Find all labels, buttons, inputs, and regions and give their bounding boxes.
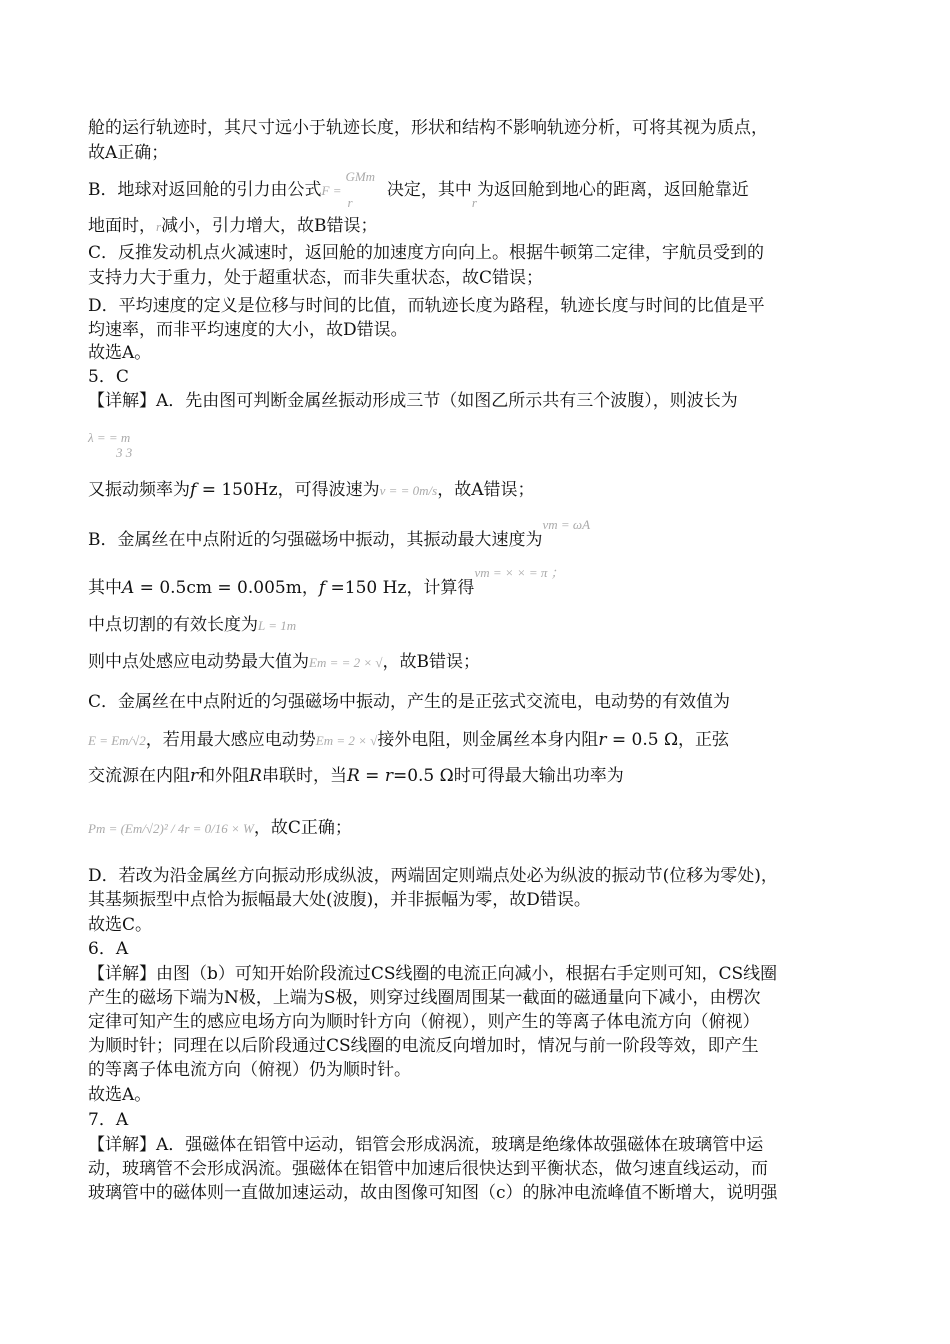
formula: vm = × × = π ； bbox=[474, 565, 564, 580]
text: 和外阻 bbox=[198, 766, 250, 786]
text: =0.5 Ω时可得最大输出功率为 bbox=[392, 766, 624, 786]
text: 串联时，当 bbox=[261, 766, 347, 786]
text: 中点切割的有效长度为 bbox=[88, 615, 258, 635]
question-number: 6．A bbox=[88, 939, 129, 959]
text-line: 【详解】A．先由图可判断金属丝振动形成三节（如图乙所示共有三个波腹），则波长为 bbox=[88, 391, 738, 411]
text: = bbox=[359, 766, 385, 786]
text-line: 动，玻璃管不会形成涡流。强磁体在铝管中加速后很快达到平衡状态，做匀速直线运动，而 bbox=[88, 1159, 768, 1179]
text: = 0.5 Ω，正弦 bbox=[606, 730, 730, 750]
formula: L = 1m bbox=[258, 618, 297, 633]
text-line: 均速率，而非平均速度的大小，故D错误。 bbox=[88, 320, 408, 340]
question-number: 7．A bbox=[88, 1110, 129, 1130]
text-line: C．反推发动机点火减速时，返回舱的加速度方向向上。根据牛顿第二定律，宇航员受到的 bbox=[88, 243, 765, 263]
formula: r bbox=[471, 195, 477, 210]
text-line bbox=[88, 729, 729, 752]
formula: vm = ωA bbox=[542, 517, 591, 532]
text: 地面时， bbox=[88, 216, 156, 236]
formula: r bbox=[156, 219, 162, 234]
formula: 3 3 bbox=[116, 445, 133, 460]
text: = 150Hz，可得波速为 bbox=[196, 480, 380, 500]
formula: λ = = m bbox=[88, 430, 131, 445]
text-line: 【详解】A．强磁体在铝管中运动，铝管会形成涡流，玻璃是绝缘体故强磁体在玻璃管中运 bbox=[88, 1135, 764, 1155]
text-line: 产生的磁场下端为N极，上端为S极，则穿过线圈周围某一截面的磁通量向下减小，由楞次 bbox=[88, 988, 761, 1008]
text-line bbox=[88, 765, 624, 787]
text-line: D．平均速度的定义是位移与时间的比值，而轨迹长度为路程，轨迹长度与时间的比值是平 bbox=[88, 296, 765, 316]
text-line bbox=[88, 817, 352, 840]
formula: F = bbox=[321, 183, 342, 198]
text-line: 玻璃管中的磁体则一直做加速运动，故由图像可知图（c）的脉冲电流峰值不断增大，说明强 bbox=[88, 1183, 778, 1203]
formula: Em = = 2 × √ bbox=[309, 655, 383, 670]
answer: 故选A。 bbox=[88, 343, 152, 363]
text-line: C．金属丝在中点附近的匀强磁场中振动，产生的是正弦式交流电，电动势的有效值为 bbox=[88, 692, 731, 712]
text-line: 为顺时针；同理在以后阶段通过CS线圈的电流反向增加时，情况与前一阶段等效，即产生 bbox=[88, 1036, 759, 1056]
formula: v = = 0m/s bbox=[379, 483, 438, 498]
text: 决定，其中 bbox=[381, 180, 472, 200]
text: ，故C正确； bbox=[253, 818, 352, 838]
text-line bbox=[88, 651, 480, 674]
text-line bbox=[88, 479, 534, 502]
text: B．地球对返回舱的引力由公式 bbox=[88, 180, 322, 200]
text-line bbox=[88, 215, 378, 238]
question-number: 5．C bbox=[88, 367, 129, 387]
formula: Pm = (Em/√2)² / 4r = 0/16 × W bbox=[88, 821, 254, 836]
text-line bbox=[88, 169, 749, 210]
text: 交流源在内阻 bbox=[88, 766, 190, 786]
text: 则中点处感应电动势最大值为 bbox=[88, 652, 309, 672]
text-line: 定律可知产生的感应电场方向为顺时针方向（俯视），则产生的等离子体电流方向（俯视） bbox=[88, 1012, 760, 1032]
formula: R bbox=[346, 766, 360, 786]
formula: r bbox=[190, 766, 199, 786]
text: ，故A错误； bbox=[437, 480, 535, 500]
text-line bbox=[88, 614, 296, 637]
text-line: 支持力大于重力，处于超重状态，而非失重状态，故C错误； bbox=[88, 268, 544, 288]
formula-denominator: r bbox=[347, 195, 353, 210]
text: ，故B错误； bbox=[382, 652, 481, 672]
formula-numerator: GMm bbox=[345, 169, 376, 184]
text: 其中 bbox=[88, 578, 122, 598]
formula: r bbox=[384, 766, 393, 786]
text-line: 舱的运行轨迹时，其尺寸远小于轨迹长度，形状和结构不影响轨迹分析，可将其视为质点， bbox=[88, 118, 768, 138]
text-line: 的等离子体电流方向（俯视）仍为顺时针。 bbox=[88, 1060, 411, 1080]
text: 为返回舱到地心的距离，返回舱靠近 bbox=[476, 180, 749, 200]
formula: A bbox=[122, 578, 135, 598]
text-line: D．若改为沿金属丝方向振动形成纵波，两端固定则端点处必为纵波的振动节(位移为零处)， bbox=[88, 866, 778, 886]
formula: f bbox=[318, 578, 326, 598]
text: 又振动频率为 bbox=[88, 480, 190, 500]
text: ，若用最大感应电动势 bbox=[145, 730, 316, 750]
text-line: 故A正确； bbox=[88, 143, 169, 163]
text-line: 其基频振型中点恰为振幅最大处(波腹)，并非振幅为零，故D错误。 bbox=[88, 890, 591, 910]
text: B．金属丝在中点附近的匀强磁场中振动，其振动最大速度为 bbox=[88, 530, 543, 550]
formula: f bbox=[190, 480, 197, 500]
text: =150 Hz，计算得 bbox=[325, 578, 475, 598]
formula: R bbox=[249, 766, 262, 786]
formula: Em = 2 × √ bbox=[315, 733, 378, 748]
text: 减小，引力增大，故B错误； bbox=[161, 216, 378, 236]
text: 接外电阻，则金属丝本身内阻 bbox=[377, 730, 599, 750]
formula: r bbox=[598, 730, 607, 750]
text-line: 【详解】由图（b）可知开始阶段流过CS线圈的电流正向减小，根据右手定则可知，CS线圈 bbox=[88, 964, 778, 984]
text: = 0.5cm = 0.005m， bbox=[134, 578, 319, 598]
answer: 故选A。 bbox=[88, 1085, 152, 1105]
formula: E = Em/√2 bbox=[88, 733, 146, 748]
answer: 故选C。 bbox=[88, 915, 153, 935]
